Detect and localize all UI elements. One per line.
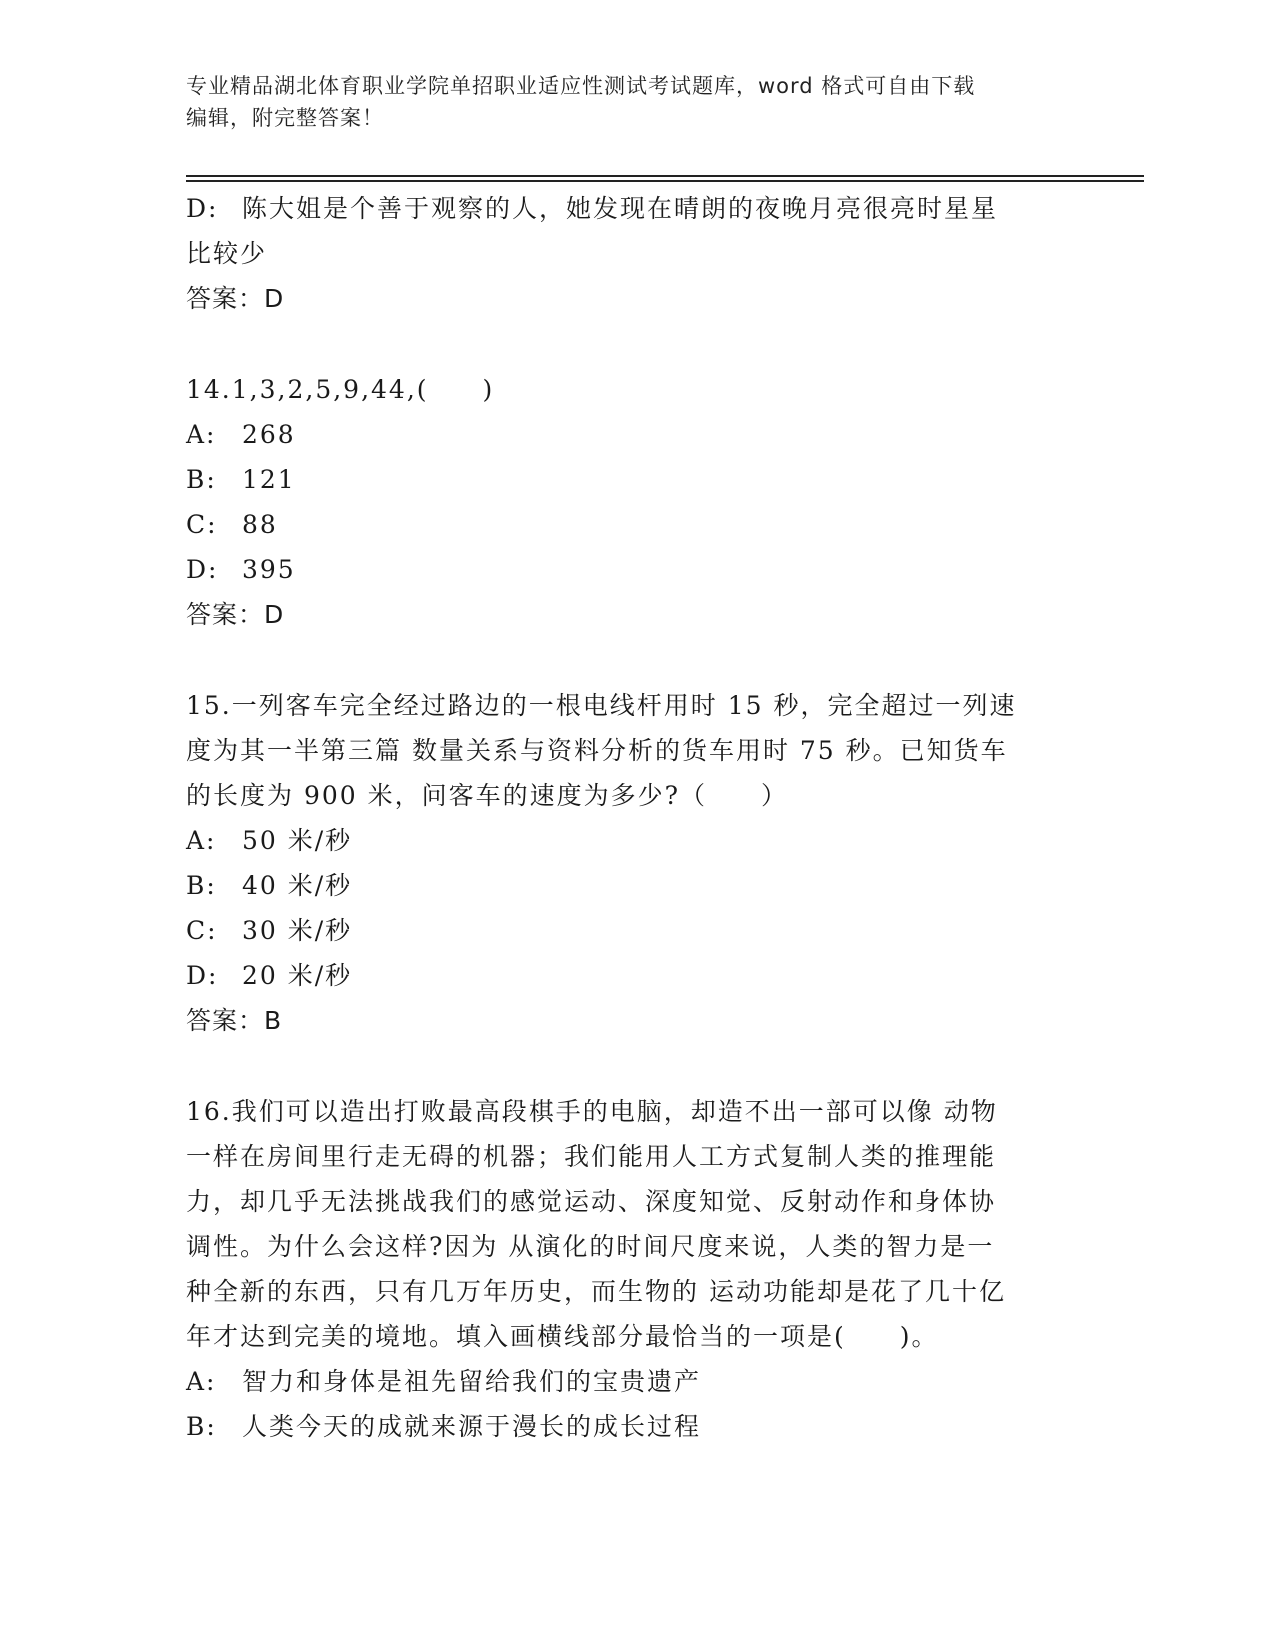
question-stem-line-5: 种全新的东西，只有几万年历史，而生物的 运动功能却是花了几十亿 (186, 1277, 1006, 1306)
option-key: C: (186, 510, 218, 539)
question-stem: 14.1,3,2,5,9,44,( ) (186, 375, 495, 404)
option-a (186, 1359, 1086, 1404)
option-text: 88 (242, 510, 278, 539)
option-key: D: (186, 194, 219, 223)
option-text: 40 米/秒 (242, 871, 353, 900)
option-b (186, 457, 1086, 502)
option-text: 智力和身体是祖先留给我们的宝贵遗产 (242, 1367, 702, 1396)
option-d-continued: 比较少 (186, 239, 268, 268)
question-stem-line-2: 一样在房间里行走无碍的机器；我们能用人工方式复制人类的推理能 (186, 1142, 997, 1171)
option-a (186, 412, 1086, 457)
option-text: 20 米/秒 (242, 961, 353, 990)
option-b (186, 1404, 1086, 1449)
question-13-tail (186, 186, 1086, 321)
question-stem-line-3: 的长度为 900 米，问客车的速度为多少?（ ） (186, 781, 789, 810)
question-14 (186, 367, 1086, 637)
question-stem-line-1: 15.一列客车完全经过路边的一根电线杆用时 15 秒，完全超过一列速 (186, 691, 1017, 720)
option-a (186, 818, 1086, 863)
option-text: 30 米/秒 (242, 916, 353, 945)
option-key: C: (186, 916, 218, 945)
option-d (186, 547, 1086, 592)
option-key: B: (186, 465, 217, 494)
option-d (186, 186, 1086, 231)
option-d (186, 953, 1086, 998)
page-header (186, 70, 1066, 134)
header-rule-top (186, 175, 1144, 177)
option-key: D: (186, 961, 219, 990)
answer-line: 答案：B (186, 1006, 283, 1035)
option-key: A: (186, 826, 217, 855)
option-text: 陈大姐是个善于观察的人，她发现在晴朗的夜晚月亮很亮时星星 (242, 194, 999, 223)
question-stem-line-1: 16.我们可以造出打败最高段棋手的电脑，却造不出一部可以像 动物 (186, 1097, 998, 1126)
question-content (186, 186, 1086, 1449)
header-rule-bottom (186, 180, 1144, 182)
option-c (186, 502, 1086, 547)
option-text: 人类今天的成就来源于漫长的成长过程 (242, 1412, 702, 1441)
option-c (186, 908, 1086, 953)
question-16 (186, 1089, 1086, 1449)
answer-line: 答案：D (186, 600, 285, 629)
option-key: B: (186, 871, 217, 900)
question-15 (186, 683, 1086, 1043)
header-line-1: 专业精品湖北体育职业学院单招职业适应性测试考试题库，word 格式可自由下载 (186, 74, 976, 98)
option-b (186, 863, 1086, 908)
option-key: B: (186, 1412, 217, 1441)
question-stem-line-2: 度为其一半第三篇 数量关系与资料分析的货车用时 75 秒。已知货车 (186, 736, 1008, 765)
option-key: A: (186, 1367, 217, 1396)
answer-line: 答案：D (186, 284, 285, 313)
option-text: 50 米/秒 (242, 826, 353, 855)
header-line-2: 编辑，附完整答案！ (186, 106, 384, 130)
question-stem-line-4: 调性。为什么会这样?因为 从演化的时间尺度来说，人类的智力是一 (186, 1232, 995, 1261)
question-stem-line-3: 力，却几乎无法挑战我们的感觉运动、深度知觉、反射动作和身体协 (186, 1187, 997, 1216)
option-key: D: (186, 555, 219, 584)
question-stem-line-6: 年才达到完美的境地。填入画横线部分最恰当的一项是( )。 (186, 1322, 939, 1351)
option-text: 395 (242, 555, 296, 584)
option-key: A: (186, 420, 217, 449)
option-text: 121 (242, 465, 296, 494)
option-text: 268 (242, 420, 296, 449)
